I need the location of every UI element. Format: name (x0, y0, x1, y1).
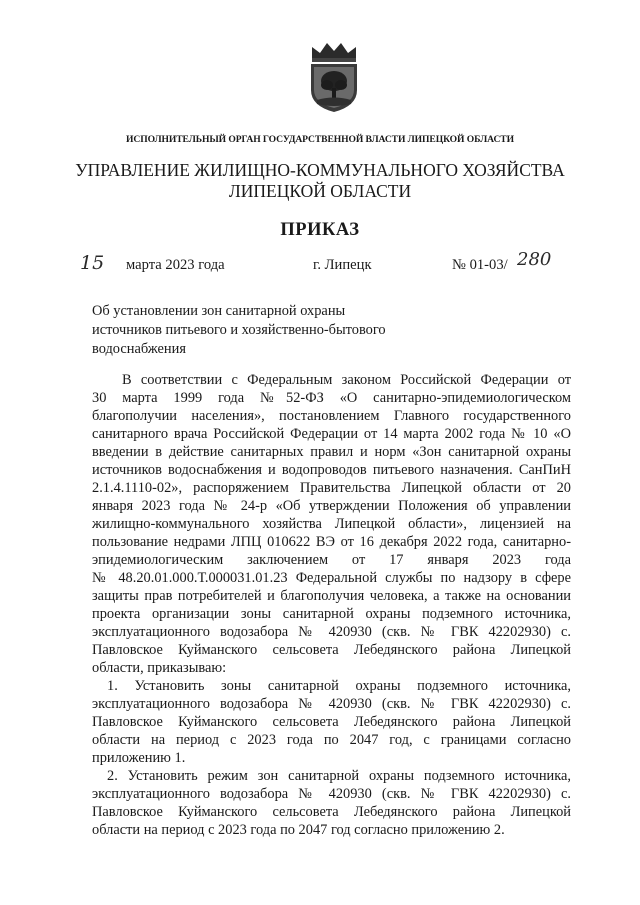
department-name-line1: УПРАВЛЕНИЕ ЖИЛИЩНО-КОММУНАЛЬНОГО ХОЗЯЙСТВА (75, 160, 565, 180)
issuing-authority: ИСПОЛНИТЕЛЬНЫЙ ОРГАН ГОСУДАРСТВЕННОЙ ВЛАСТИ ЛИПЕЦКОЙ ОБЛАСТИ (126, 134, 514, 145)
body-paragraph-line: введении в действие санитарных правил и норм «Зон санитарной охраны (92, 444, 571, 460)
body-paragraph-line: Павловское Куйманского сельсовета Лебедянского района Липецкой (92, 642, 571, 658)
body-paragraph-line: области, приказываю: (92, 660, 227, 676)
body-paragraph-line: № 48.20.01.000.Т.000031.01.23 Федеральной службы по надзору в сфере (92, 570, 571, 586)
body-paragraph-line: источников водоснабжения и водопроводов питьевого назначения. СанПиН (92, 462, 571, 478)
order-item-line: Павловское Куйманского сельсовета Лебедянского района Липецкой (92, 804, 571, 820)
body-paragraph-line: 2.1.4.1110-02», распоряжением Правительства Липецкой области от 20 (92, 480, 571, 496)
document-city: г. Липецк (313, 257, 372, 273)
body-paragraph-line: защиты прав потребителей и благополучия человека, а также на основании (92, 588, 571, 604)
document-number-prefix: № 01-03/ (452, 257, 508, 273)
document-type: ПРИКАЗ (280, 220, 360, 240)
document-subject (92, 302, 386, 359)
subject-line: Об установлении зон санитарной охраны (92, 303, 346, 319)
handwritten-document-number: 280 (517, 249, 552, 270)
body-paragraph-line: эпидемиологическим заключением от 17 января 2023 года (92, 552, 571, 568)
body-paragraph-line: благополучии населения», постановлением Главного государственного (92, 408, 571, 424)
body-paragraph-line: января 2023 года № 24-р «Об утверждении Положения об управлении (92, 498, 571, 514)
subject-line: водоснабжения (92, 341, 186, 357)
document-date: марта 2023 года (126, 257, 225, 273)
order-item-line: области на период с 2023 года по 2047 год согласно приложению 2. (92, 822, 505, 838)
order-item-line: приложению 1. (92, 750, 186, 766)
body-paragraph-line: проекта организации зоны санитарной охраны подземного источника, (92, 606, 571, 622)
lipetsk-region-coat-of-arms-icon (303, 40, 365, 114)
body-paragraph-line: пользование недрами ЛПЦ 010622 ВЭ от 16 декабря 2022 года, санитарно- (92, 534, 571, 550)
order-item-line: эксплуатационного водозабора № 420930 (скв. № ГВК 42202930) с. (92, 696, 571, 712)
body-paragraph-line: санитарного врача Российской Федерации от 14 марта 2002 года № 10 «О (92, 426, 571, 442)
body-paragraph-line: 30 марта 1999 года №52-ФЗ «О санитарно-эпидемиологическом (92, 390, 571, 406)
order-item-line: области на период с 2023 года по 2047 год, с границами согласно (92, 732, 571, 748)
order-item-line: 1. Установить зоны санитарной охраны подземного источника, (107, 678, 571, 694)
handwritten-day: 15 (80, 252, 105, 274)
body-paragraph-line: жилищно-коммунального хозяйства Липецкой области», лицензией на (92, 516, 571, 532)
order-item-line: Павловское Куйманского сельсовета Лебедянского района Липецкой (92, 714, 571, 730)
order-item-line: 2. Установить режим зон санитарной охраны подземного источника, (107, 768, 571, 784)
subject-line: источников питьевого и хозяйственно-бытового (92, 322, 386, 338)
body-paragraph-line: эксплуатационного водозабора № 420930 (скв. № ГВК 42202930) с. (92, 624, 571, 640)
department-name-line2: ЛИПЕЦКОЙ ОБЛАСТИ (228, 181, 412, 201)
order-item-line: эксплуатационного водозабора № 420930 (скв. № ГВК 42202930) с. (92, 786, 571, 802)
body-paragraph-line: В соответствии с Федеральным законом Российской Федерации от (122, 372, 571, 388)
